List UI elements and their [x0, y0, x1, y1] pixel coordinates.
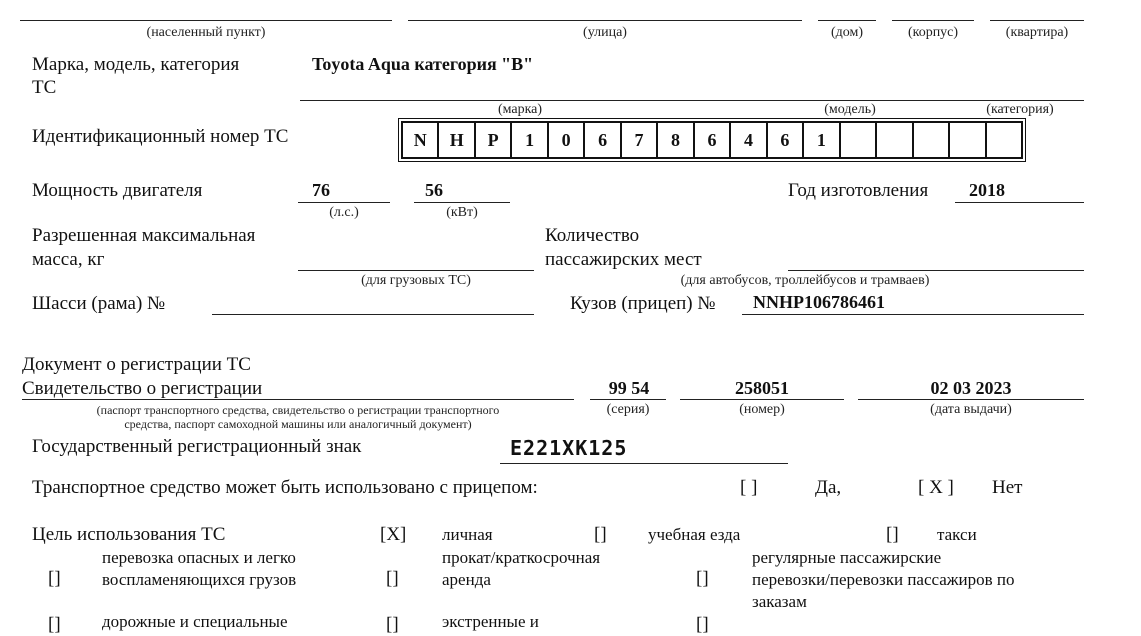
purpose-last-checkbox[interactable]: []: [696, 614, 709, 635]
vin-cell: [877, 123, 913, 157]
vin-label: Идентификационный номер ТС: [32, 126, 289, 147]
plate-line: [500, 463, 788, 464]
category-caption: (категория): [986, 102, 1054, 117]
purpose-regular-checkbox[interactable]: []: [696, 568, 709, 589]
vin-cell: 6: [768, 123, 804, 157]
vin-cell: 1: [512, 123, 548, 157]
doc-label: Документ о регистрации ТС: [22, 354, 251, 375]
vin-cell: H: [439, 123, 475, 157]
mass-label-line1: Разрешенная максимальная: [32, 225, 256, 246]
purpose-hazard-checkbox[interactable]: []: [48, 568, 61, 589]
doc-type-line: [22, 399, 574, 400]
make-caption: (марка): [497, 102, 543, 117]
purpose-rental-label-line2: аренда: [442, 570, 491, 589]
house-caption: (дом): [830, 25, 864, 40]
power-hp-line: [298, 202, 390, 203]
plate-label: Государственный регистрационный знак: [32, 436, 362, 457]
purpose-training-label: учебная езда: [648, 525, 741, 544]
vin-cell: P: [476, 123, 512, 157]
mass-line: [298, 270, 534, 271]
seats-label-line2: пассажирских мест: [545, 249, 702, 270]
model-line: [300, 100, 1084, 101]
vin-cell: 6: [585, 123, 621, 157]
trailer-yes-checkbox[interactable]: [ ]: [740, 477, 758, 498]
seats-label-line1: Количество: [545, 225, 640, 246]
doc-caption-line2: средства, паспорт самоходной машины или аналогичный документ): [124, 417, 472, 431]
body-label: Кузов (прицеп) №: [570, 293, 716, 314]
building-line: [892, 20, 974, 21]
purpose-emergency-checkbox[interactable]: []: [386, 614, 399, 635]
chassis-label: Шасси (рама) №: [32, 293, 166, 314]
locality-line: [20, 20, 392, 21]
apartment-caption: (квартира): [1005, 25, 1069, 40]
series-value: 99 54: [608, 378, 650, 398]
model-caption: (модель): [824, 102, 876, 117]
purpose-emergency-label-line1: экстренные и: [442, 612, 539, 631]
power-kw-line: [414, 202, 510, 203]
trailer-yes-label: Да,: [815, 477, 842, 498]
vin-cell: 1: [804, 123, 840, 157]
vin-box: [398, 118, 1026, 162]
house-line: [818, 20, 876, 21]
vin-cell: 7: [622, 123, 658, 157]
trailer-label: Транспортное средство может быть использовано с прицепом:: [32, 477, 538, 498]
body-line: [742, 314, 1084, 315]
series-line: [590, 399, 666, 400]
vin-cell: 8: [658, 123, 694, 157]
purpose-road-label-line1: дорожные и специальные: [102, 612, 288, 631]
date-caption: (дата выдачи): [930, 402, 1012, 417]
vin-cell: 4: [731, 123, 767, 157]
mass-label-line2: масса, кг: [32, 249, 105, 270]
body-value: NNHP106786461: [753, 292, 885, 312]
year-value: 2018: [969, 180, 1005, 200]
year-line: [955, 202, 1084, 203]
date-value: 02 03 2023: [930, 378, 1012, 398]
model-label-line2: ТС: [32, 77, 57, 98]
vin-cell: N: [403, 123, 439, 157]
vin-cell: 0: [549, 123, 585, 157]
date-line: [858, 399, 1084, 400]
purpose-rental-checkbox[interactable]: []: [386, 568, 399, 589]
street-line: [408, 20, 802, 21]
seats-line: [788, 270, 1084, 271]
doc-caption-line1: (паспорт транспортного средства, свидетельство о регистрации транспортного: [96, 403, 500, 417]
purpose-label: Цель использования ТС: [32, 524, 226, 545]
purpose-regular-label-line1: регулярные пассажирские: [752, 548, 942, 567]
purpose-taxi-checkbox[interactable]: []: [886, 524, 899, 545]
power-label: Мощность двигателя: [32, 180, 203, 201]
street-caption: (улица): [583, 25, 627, 40]
model-value: Toyota Aqua категория "B": [312, 54, 534, 74]
vin-cells: [401, 121, 1023, 159]
purpose-training-checkbox[interactable]: []: [594, 524, 607, 545]
trailer-no-checkbox[interactable]: [ X ]: [918, 477, 954, 498]
power-kw-caption: (кВт): [446, 205, 478, 220]
apartment-line: [990, 20, 1084, 21]
plate-value: Е221ХК125: [510, 436, 628, 460]
chassis-line: [212, 314, 534, 315]
locality-caption: (населенный пункт): [146, 25, 266, 40]
trailer-no-label: Нет: [992, 477, 1023, 498]
purpose-hazard-label-line2: воспламеняющихся грузов: [102, 570, 297, 589]
purpose-hazard-label-line1: перевозка опасных и легко: [102, 548, 296, 567]
number-caption: (номер): [739, 402, 785, 417]
power-kw-value: 56: [425, 180, 443, 200]
building-caption: (корпус): [907, 25, 959, 40]
purpose-regular-label-line3: заказам: [752, 592, 807, 611]
seats-caption: (для автобусов, троллейбусов и трамваев): [680, 273, 930, 288]
power-hp-value: 76: [312, 180, 330, 200]
vin-cell: [987, 123, 1021, 157]
doc-type-value: Свидетельство о регистрации: [22, 378, 263, 399]
power-hp-caption: (л.с.): [329, 205, 359, 220]
series-caption: (серия): [606, 402, 650, 417]
purpose-road-checkbox[interactable]: []: [48, 614, 61, 635]
year-label: Год изготовления: [788, 180, 929, 201]
number-value: 258051: [735, 378, 789, 398]
mass-caption: (для грузовых ТС): [361, 273, 471, 288]
purpose-rental-label-line1: прокат/краткосрочная: [442, 548, 601, 567]
purpose-regular-label-line2: перевозки/перевозки пассажиров по: [752, 570, 1015, 589]
purpose-personal-checkbox[interactable]: [X]: [380, 524, 407, 545]
vin-cell: [950, 123, 986, 157]
vin-cell: [914, 123, 950, 157]
number-line: [680, 399, 844, 400]
model-label-line1: Марка, модель, категория: [32, 54, 240, 75]
purpose-personal-label: личная: [442, 525, 493, 544]
vin-cell: 6: [695, 123, 731, 157]
purpose-taxi-label: такси: [937, 525, 977, 544]
vin-cell: [841, 123, 877, 157]
